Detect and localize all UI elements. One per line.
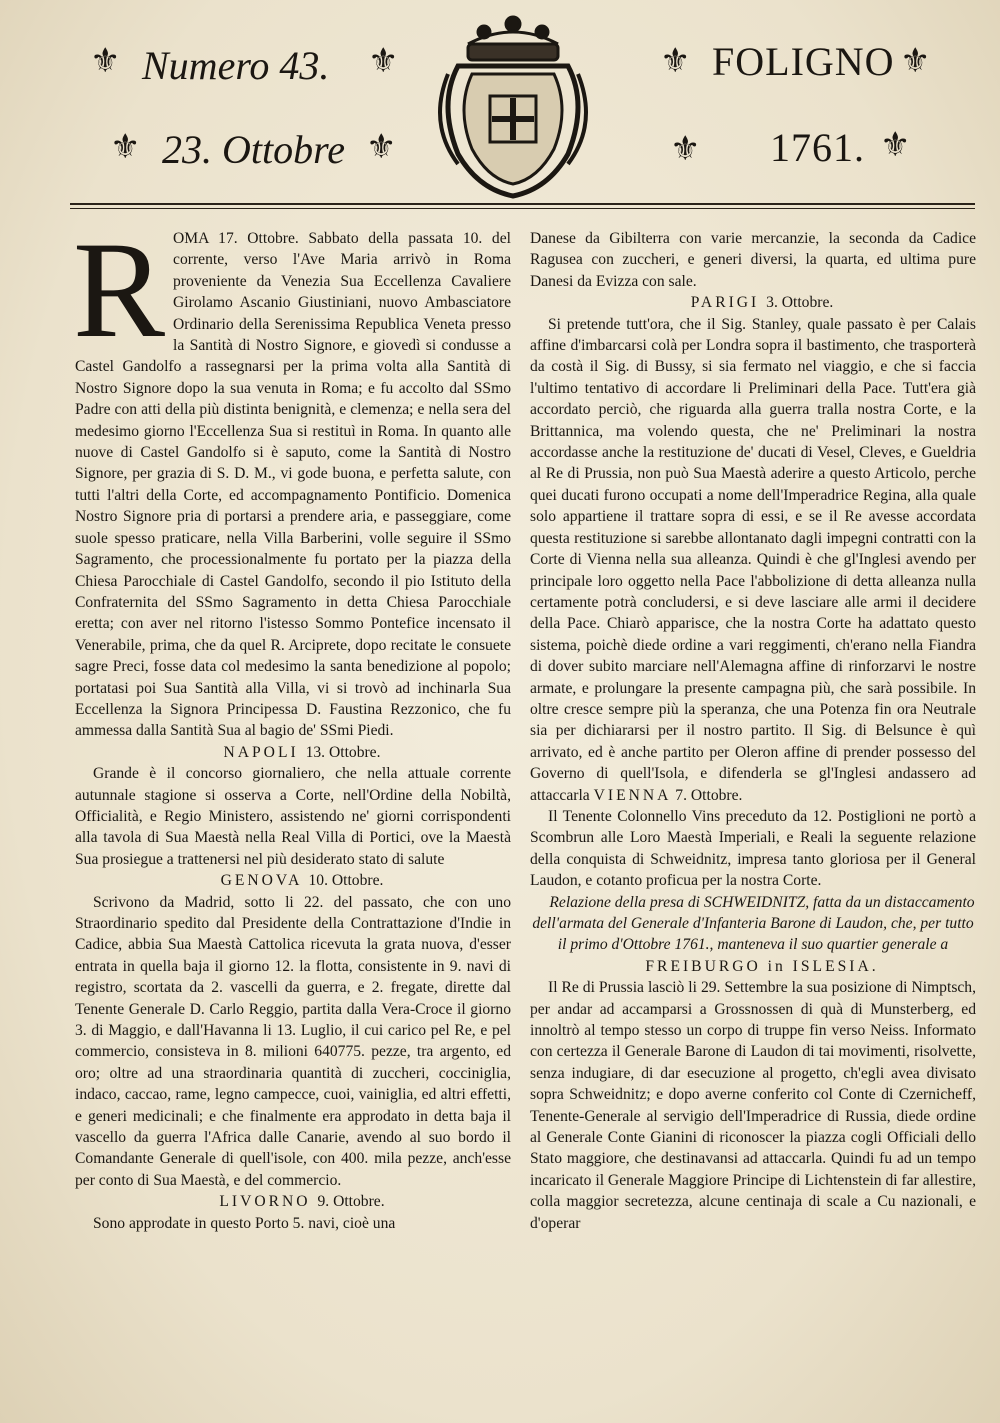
- article-livorno-continued: Danese da Gibilterra con varie mercanzie, la seconda da Cadice Ragusea con zuccheri, e generi diversi, la quarta, ed ultima pure Danesi da Evizza con sale.: [530, 230, 976, 290]
- issue-date: 23. Ottobre: [162, 127, 345, 172]
- article-napoli: Grande è il concorso giornaliero, che nella attuale corrente autunnale stagione si osserva a Corte, nell'Ordine della Nobiltà, Officialità, e Regio Ministero, assistendo ne' giorni corrispondenti alla tavola di Sua Maestà nella Real Villa di Portici, ove la Maestà Sua prosiegue a trattenersi nel più desiderato stato di salute: [75, 765, 511, 868]
- fleur-de-lis-ornament: ⚜: [670, 129, 701, 169]
- fleur-de-lis-ornament: ⚜: [660, 41, 691, 81]
- masthead-rule-thin: [70, 208, 975, 209]
- relazione-location: FREIBURGO in ISLESIA.: [645, 957, 879, 975]
- article-schweidnitz: Il Re di Prussia lasciò li 29. Settembre la sua posizione di Nimptsch, per andar ad accamparsi a Grossnossen di quà di Munsterberg, ed innoltrò al tempo stesso un corpo di truppe fin verso Neiss. Informato con certezza il Generale Barone di Laudon di tai movimenti, risolvette, senza indugiare, di dar esecuzione al progetto, ch'egli avea divisato sopra Schweidnitz; e dopo averne conferito col Conte di Czernicheff, Tenente-Generale al servigio dell'Imperadrice di Russia, diede ordine al Generale Conte Gianini di riconoscer la piazza cogli Officiali dello Stato maggiore, che destinavansi ad attaccarla. Quindi fu ad un tempo incaricato il Generale Maggiore Principe di Lichtenstein di far allestire, colla maggior secretezza, alcune centinaja di scale a Cu nazionali, e d'operar: [530, 979, 976, 1232]
- dateline-date: 13. Ottobre.: [305, 743, 381, 761]
- dateline-napoli: [75, 742, 511, 763]
- issue-number: Numero 43.: [142, 43, 330, 88]
- city-title: FOLIGNO: [712, 39, 895, 84]
- coat-of-arms-emblem: [428, 14, 598, 204]
- article-parigi-text: Si pretende tutt'ora, che il Sig. Stanley, quale passato è per Calais affine d'imbarcarsi colà per Londra sopra il bastimento, che trasporterà da costà il Sig. di Bussy, si sia fermato nel viaggio, e che si faccia l'ultimo tentativo di accordare li Preliminari della Pace. Tutt'era già accordato perciò, che riguarda alla guerra tralla nostra Corte, e la Brittannica, ma volendo questa, che ne' Preliminari la nostra accordasse anche la restituzione de' ducati di Vesel, Cleves, e Gueldria al Re di Prussia, non può Sua Maestà aderire a questo Articolo, perche quei ducati furono occupati a nome dell'Imperadrice Regina, alla quale solo appartiene il trattare sopra di essi, e se il Re avesse accordata questa restituzione si sarebbe allontanato dagli impegni contratti con la Corte di Vienna nella sua alleanza. Quindi è che gl'Inglesi avendo per principale loro oggetto nella Pace l'abbolizione di detta alleanza nulla certamente potrà concludersi, e si deve lasciare alle armi il decidere della Pace. Chiarò apparisce, che la nostra Corte ha adattato questo sistema, poichè diede ordine a vari reggimenti, ch'erano nella Fiandra di dover subito marciare nell'Alemagna affine di rinforzarvi le nostre armate, e prolungare la presente campagna più, che sarà possibile. In oltre cresce sempre più la speranza, che una Potenza fin ora Neutrale sia per dichiararsi per il nostro partito. Il Sig. di Belsunce è quì arrivato, ed è anche partito per Oleron affine di prender possesso del Governo di quell'Isola, e difenderla se gl'Inglesi andassero ad attaccarla: [530, 315, 976, 804]
- fleur-de-lis-ornament: ⚜: [368, 41, 399, 81]
- dateline-date: 3. Ottobre.: [766, 294, 834, 312]
- relazione-heading: Relazione della presa di SCHWEIDNITZ, fatta da un distaccamento dell'armata del Generale d'Infanteria Barone di Laudon, che, per tutto il primo d'Ottobre 1761., manteneva il suo quartier generale a: [532, 893, 975, 954]
- dateline-genova: [75, 870, 511, 891]
- article-vienna: Il Tenente Colonnello Vins preceduto da 12. Postiglioni ne portò a Scombrun alle Loro Maestà Imperiali, e Reali la seguente relazione della conquista di Schweidnitz, impresa tanto gloriosa per il General Laudon, e cotanto proficua per la nostra Corte.: [530, 807, 976, 890]
- article-roma: OMA 17. Ottobre. Sabbato della passata 10. del corrente, verso l'Ave Maria arrivò in Roma proveniente da Venezia Sua Eccellenza Cavaliere Girolamo Ascanio Giustiniani, nuovo Ambasciatore Ordinario della Serenissima Republica Veneta presso la Santità di Nostro Signore, e giovedì si condusse a Castel Gandolfo a rassegnarsi per la prima volta alla Santità di Nostro Signore dopo la sua venuta in Roma; e fu accolto dal SSmo Padre con atti della più distinta benignità, e clemenza; e nella sera del medesimo giorno l'Eccellenza Sua si restituì in Roma. In quanto alle nuove di Castel Gandolfo si è saputo, come la Santità di Nostro Signore, per grazia di S. D. M., vi gode buona, e perfetta salute, con tutti l'altri della Corte, ed accompagnamento Pontificio. Domenica Nostro Signore pria di portarsi a prendere aria, e passeggiare, come suole spesso praticare, nella Villa Barberini, volle seguire il SSmo Sagramento, che processionalmente fu portato per la piazza della Chiesa Parocchiale di Castel Gandolfo, secondo il pio Istituto della Confraternita del SSmo Sagramento in detta Chiesa Parocchiale eretta; con aver nel ritorno l'istesso Sommo Pontefice incensato il Venerabile, prima, che da quel R. Arciprete, dopo recitate le consuete sagre Preci, fosse data col medesimo la santa benedizione al popolo; portatasi poi Sua Santità alla Villa, vi si trovò ad inchinarla Sua Eccellenza la Signora Principessa D. Faustina Rezzonico, che fu ammessa dalla Santità Sua al bagio de' SSmi Piedi.: [75, 230, 511, 740]
- dateline-livorno: [75, 1191, 511, 1212]
- dateline-city: NAPOLI: [223, 743, 299, 761]
- article-parigi: [530, 314, 976, 806]
- dateline-city: GENOVA: [220, 872, 302, 890]
- drop-cap: R: [73, 213, 166, 366]
- dateline-parigi: [530, 292, 976, 313]
- article-genova: Scrivono da Madrid, sotto li 22. del passato, che con uno Straordinario spedito dal Presidente della Contrattazione d'Indie in Cadice, abbia Sua Maestà Cattolica ricevuta la grata nuova, d'esser entrata in quella baja il giorno 12. la flotta, consistente in 9. navi di registro, scortata da 2. vascelli da guerra, e 2. fregate, dirette dal Tenente Generale D. Carlo Reggio, partita dalla Vera-Croce il giorno 3. di Maggio, e dall'Havanna li 13. Luglio, il cui carico pel Re, e pel commercio, consisteva in 8. milioni 640775. pezze, tra argento, ed oro; oltre ad una straordinaria quantità di zuccheri, cocciniglia, indaco, caccao, rame, legno campecce, cuoi, vainiglia, ed altri effetti, e generi medicinali; e che finalmente era approdato in detta baja il vascello da guerra l'Africa dalle Canarie, avendo al suo bordo il Comandante Generale di quell'isole, con 400. mila pezze, anch'esse per conto di Sua Maestà, e del commercio.: [75, 893, 511, 1189]
- right-column: [530, 228, 976, 1234]
- left-column: [73, 213, 511, 1234]
- dateline-date: 10. Ottobre.: [308, 872, 384, 890]
- issue-year: 1761.: [770, 125, 865, 170]
- fleur-de-lis-ornament: ⚜: [880, 125, 911, 165]
- fleur-de-lis-ornament: ⚜: [900, 41, 931, 81]
- fleur-de-lis-ornament: ⚜: [366, 127, 397, 167]
- dateline-city: PARIGI: [690, 294, 760, 312]
- fleur-de-lis-ornament: ⚜: [90, 41, 121, 81]
- article-livorno: Sono approdate in questo Porto 5. navi, cioè una: [93, 1214, 396, 1232]
- fleur-de-lis-ornament: ⚜: [110, 127, 141, 167]
- masthead-rule: [70, 203, 975, 205]
- dateline-city: VIENNA: [593, 786, 672, 804]
- dateline-city: LIVORNO: [219, 1193, 311, 1211]
- dateline-date: 9. Ottobre.: [317, 1193, 385, 1211]
- dateline-date: 7. Ottobre.: [675, 786, 743, 804]
